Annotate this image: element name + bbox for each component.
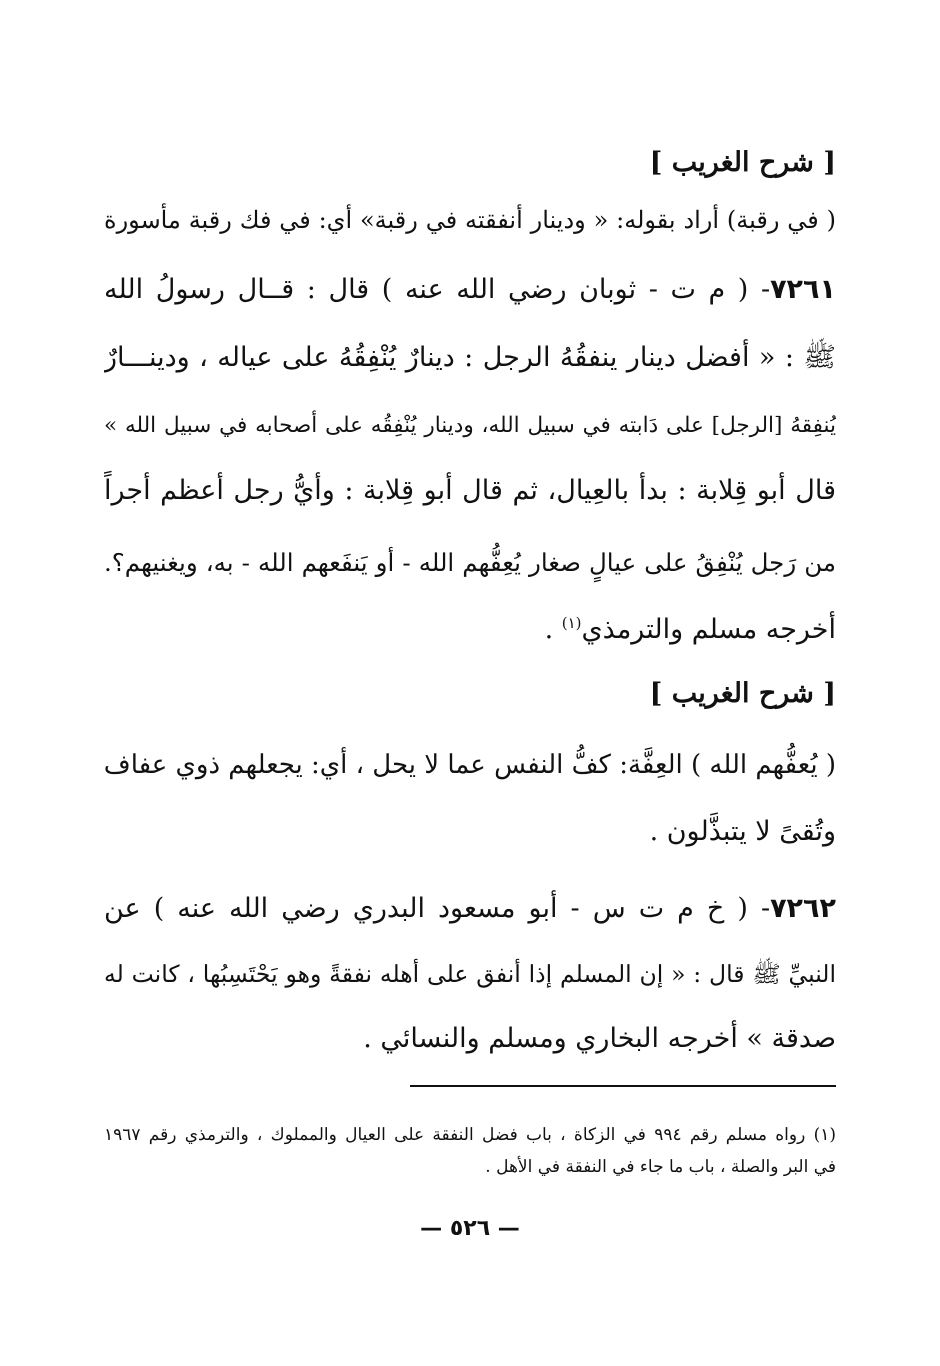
- hadith-7261-line: ﷺ : « أفضل دينار ينفقُهُ الرجل : دينارٌ يُنْفِقُهُ على عياله ، ودينـــارٌ: [104, 342, 836, 373]
- footnote-divider: [410, 1085, 836, 1087]
- hadith-text: - ( م ت - ثوبان رضي الله عنه ) قال : قــال رسولُ الله: [104, 274, 771, 305]
- hadith-7261-source-line: [104, 600, 836, 646]
- footnote-marker: (١): [561, 614, 582, 632]
- section-heading: [ شرح الغريب ]: [649, 147, 836, 178]
- glossary-line: وتُقىً لا يتبذَّلون .: [649, 816, 836, 847]
- page-number: — ٥٢٦ —: [420, 1216, 520, 1241]
- hadith-source: أخرجه مسلم والترمذي: [581, 614, 836, 645]
- hadith-7262-line: صدقة » أخرجه البخاري ومسلم والنسائي .: [363, 1023, 836, 1054]
- glossary-line: ( يُعفُّهم الله ) العِفَّة: كفُّ النفس عما لا يحل ، أي: يجعلهم ذوي عفاف: [104, 750, 836, 780]
- hadith-7262-line: النبيِّ ﷺ قال : « إن المسلم إذا أنفق على أهله نفقةً وهو يَحْتَسِبُها ، كانت له: [104, 960, 836, 988]
- glossary-line: ( في رقبة) أراد بقوله: « ودينار أنفقته في رقبة» أي: في فك رقبة مأسورة: [104, 206, 836, 234]
- hadith-7261-line: يُنفِقهُ [الرجل] على دَابته في سبيل الله، ودينار يُنْفِقُه على أصحابه في سبيل الله »: [104, 413, 836, 438]
- footnote-line: في البر والصلة ، باب ما جاء في النفقة في الأهل .: [485, 1157, 836, 1177]
- end-mark: .: [544, 614, 562, 645]
- hadith-7261-line: قال أبو قِلابة : بدأ بالعِيال، ثم قال أبو قِلابة : وأيُّ رجل أعظم أجراً: [104, 475, 836, 506]
- hadith-text: - ( خ م ت س - أبو مسعود البدري رضي الله عنه ) عن: [104, 893, 771, 924]
- footnote-line: (١) رواه مسلم رقم ٩٩٤ في الزكاة ، باب فضل النفقة على العيال والمملوك ، والترمذي رقم ١٩٦٧: [104, 1125, 836, 1145]
- hadith-number: ٧٢٦١: [770, 274, 836, 305]
- hadith-number: ٧٢٦٢: [770, 893, 836, 924]
- section-heading: [ شرح الغريب ]: [649, 678, 836, 709]
- hadith-7261-line: [104, 267, 836, 313]
- hadith-7262-line: [104, 886, 836, 932]
- hadith-7261-line: من رَجل يُنْفِقُ على عيالٍ صغار يُعِفُّهم الله - أو يَنفَعهم الله - به، ويغنيهم؟.: [104, 548, 836, 577]
